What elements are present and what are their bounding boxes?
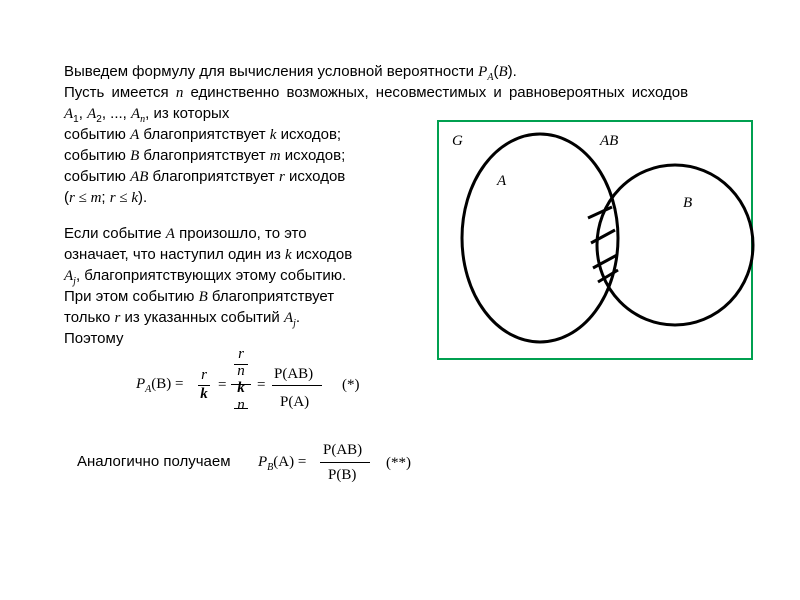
p2-l3-text: , благоприятствующих этому событию.	[75, 267, 347, 284]
l6-text-c: исходов	[284, 168, 346, 185]
venn-hatch-1	[588, 207, 612, 218]
l5-text-b: благоприятствует	[139, 147, 270, 164]
l4-text-b: благоприятствует	[139, 126, 270, 143]
sep-1: ,	[78, 105, 88, 122]
venn-label-a: A	[497, 173, 507, 189]
f1-compound-num-n: n	[237, 363, 245, 379]
l6-text-a: событию	[64, 168, 131, 185]
l5-event-b: B	[130, 148, 140, 164]
outcome-a2-sub: 2	[96, 114, 102, 125]
l4-text-c: исходов;	[276, 126, 342, 143]
sep-2: , ...,	[101, 105, 131, 122]
p2-l5-text-b: из указанных событий	[120, 309, 284, 326]
p2-l5-var-r: r	[114, 310, 121, 326]
f1-lhs-arg: (B) =	[151, 376, 184, 392]
p2-l4-text-a: При этом событию	[64, 288, 199, 305]
l7-le-2: ≤	[115, 190, 132, 206]
f1-frac-r: r	[201, 367, 207, 383]
p2-l5-period: .	[295, 309, 301, 326]
paren-open: (	[493, 63, 499, 80]
f2-lhs-sub: B	[267, 462, 274, 473]
therefore-text: Поэтому	[64, 330, 124, 347]
f2-lhs-p: P	[258, 454, 268, 470]
l7-semicolon: ;	[101, 189, 110, 206]
f1-compound-num-r: r	[238, 346, 244, 362]
l7-paren-close: ).	[138, 189, 148, 206]
outcomes-tail: , из которых	[145, 105, 230, 122]
outcomes-text-start: Пусть имеется	[64, 84, 176, 101]
outcome-a1: A	[64, 106, 74, 122]
venn-hatch-2	[591, 230, 615, 243]
l4-text-a: событию	[64, 126, 131, 143]
f2-lhs-arg: (A) =	[273, 454, 307, 470]
outcome-an: A	[131, 106, 141, 122]
analog-text: Аналогично получаем	[77, 453, 231, 470]
f2-tag: (**)	[386, 455, 411, 471]
p2-l3-sub-j: j	[73, 276, 76, 287]
f1-big-numerator: P(AB)	[274, 366, 314, 382]
l5-var-m: m	[269, 148, 281, 164]
var-n: n	[175, 85, 184, 101]
f1-frac-k: k	[200, 386, 208, 402]
p2-l5-text-a: только	[64, 309, 115, 326]
venn-label-g: G	[452, 133, 463, 149]
intro-text: Выведем формулу для вычисления условной вероятности	[64, 63, 479, 80]
p2-l3-outcome-a: A	[64, 268, 74, 284]
f1-compound-den-k: k	[237, 380, 245, 396]
p2-l5-outcome-a: A	[283, 310, 294, 326]
prob-symbol: P	[478, 64, 488, 80]
outcome-a2: A	[87, 106, 97, 122]
p2-l2-text-b: исходов	[291, 246, 353, 263]
event-b: B	[498, 64, 508, 80]
l7-var-k: k	[131, 190, 139, 206]
venn-label-b: B	[683, 195, 693, 211]
f1-tag: (*)	[342, 377, 360, 393]
venn-set-a	[462, 134, 618, 342]
l5-text-c: исходов;	[280, 147, 346, 164]
p2-l4-text-b: благоприятствует	[207, 288, 335, 305]
outcomes-text-end: единственно возможных, несовместимых и равновероятных исходов	[183, 84, 689, 101]
l4-var-k: k	[269, 127, 277, 143]
p2-l1-text-b: произошло, то это	[174, 225, 307, 242]
l7-var-r1: r	[69, 190, 75, 206]
p2-l1-text-a: Если событие	[64, 225, 166, 242]
p2-l4-event-b: B	[198, 289, 208, 305]
f1-eq3: =	[257, 377, 266, 393]
outcome-an-sub: n	[140, 114, 146, 125]
venn-set-b	[597, 165, 753, 325]
l6-event-ab: AB	[130, 169, 149, 185]
p2-l5-sub-j: j	[293, 318, 296, 329]
p2-l2-text-a: означает, что наступил один из	[64, 246, 286, 263]
l5-text-a: событию	[64, 147, 131, 164]
p2-l2-var-k: k	[285, 247, 292, 263]
l7-var-m: m	[90, 190, 102, 206]
l4-event-a: A	[130, 127, 140, 143]
l6-text-b: благоприятствует	[148, 168, 279, 185]
f2-numerator: P(AB)	[323, 442, 363, 458]
l6-var-r: r	[278, 169, 285, 185]
l7-le-1: ≤	[74, 190, 91, 206]
p2-l1-event-a: A	[165, 226, 175, 242]
f1-lhs-p: P	[136, 376, 146, 392]
prob-subscript: A	[487, 72, 494, 83]
f1-compound-den-n: n	[237, 397, 245, 413]
outcome-a1-sub: 1	[73, 114, 79, 125]
f1-eq2: =	[218, 377, 227, 393]
venn-label-ab: AB	[600, 133, 619, 149]
paren-close: ).	[507, 63, 517, 80]
f1-big-denominator: P(A)	[280, 394, 310, 410]
l7-paren-open: (	[64, 189, 69, 206]
f1-lhs-sub: A	[145, 384, 152, 395]
f2-denominator: P(B)	[328, 467, 357, 483]
l7-var-r2: r	[109, 190, 116, 206]
